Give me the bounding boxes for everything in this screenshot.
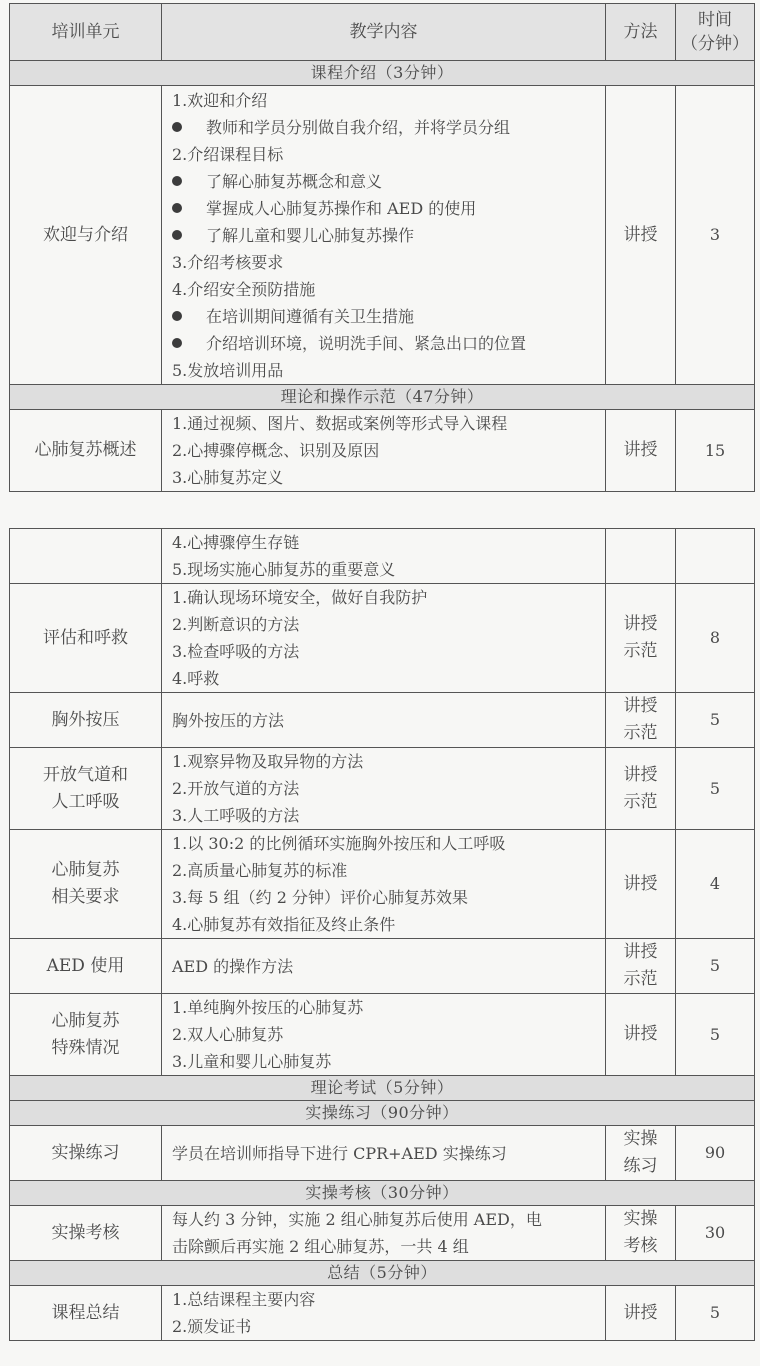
- bullet-icon: [172, 230, 182, 240]
- method-cell: 讲授: [606, 1286, 676, 1341]
- unit-cell: AED 使用: [10, 939, 162, 994]
- method-line: 实操: [623, 1209, 658, 1229]
- section-title-theory-demo: 理论和操作示范（47分钟）: [10, 385, 755, 410]
- bullet-icon: [172, 311, 182, 321]
- bullet-icon: [172, 338, 182, 348]
- section-row-intro: [10, 61, 755, 86]
- table-row-airway: [10, 748, 755, 830]
- method-cell: [606, 748, 676, 830]
- table-row-aed: [10, 939, 755, 994]
- method-cell: 讲授: [606, 86, 676, 385]
- table-row-requirements: [10, 830, 755, 939]
- header-time-line1: 时间: [698, 10, 732, 30]
- content-line: 掌握成人心肺复苏操作和 AED 的使用: [172, 195, 605, 222]
- content-line: 了解心肺复苏概念和意义: [172, 168, 605, 195]
- content-line: 4.心搏骤停生存链: [172, 533, 300, 552]
- method-cell: [606, 693, 676, 748]
- method-line: 示范: [623, 969, 658, 989]
- content-cell: [162, 1126, 606, 1181]
- section-title-practice: 实操练习（90分钟）: [10, 1101, 755, 1126]
- method-line: 示范: [623, 791, 658, 812]
- content-line: 1.单纯胸外按压的心肺复苏: [172, 998, 364, 1017]
- content-line: 教师和学员分别做自我介绍，并将学员分组: [172, 114, 605, 141]
- method-cell: [606, 584, 676, 693]
- content-line: 5.现场实施心肺复苏的重要意义: [172, 560, 396, 579]
- table-row-summary: [10, 1286, 755, 1341]
- table-row-compress: [10, 693, 755, 748]
- method-cell: [606, 1206, 676, 1261]
- table-row-assess: [10, 584, 755, 693]
- section-row-practice: [10, 1101, 755, 1126]
- content-line: 1.观察异物及取异物的方法: [172, 752, 364, 771]
- method-line: 实操: [623, 1129, 658, 1149]
- method-line: 示范: [623, 723, 658, 743]
- unit-cell: 实操练习: [10, 1126, 162, 1181]
- content-line: 1.通过视频、图片、数据或案例等形式导入课程: [172, 414, 508, 433]
- unit-line: 心肺复苏: [51, 860, 120, 880]
- time-cell: 5: [676, 1286, 755, 1341]
- unit-cell-empty: [10, 529, 162, 584]
- content-line: 了解儿童和婴儿心肺复苏操作: [172, 222, 605, 249]
- section-title-summary: 总结（5分钟）: [10, 1261, 755, 1286]
- content-cell: [162, 529, 606, 584]
- method-cell: 讲授: [606, 410, 676, 492]
- content-line: 1.以 30:2 的比例循环实施胸外按压和人工呼吸: [172, 834, 506, 853]
- section-title-practice-exam: 实操考核（30分钟）: [10, 1181, 755, 1206]
- content-line: 2.介绍课程目标: [172, 144, 284, 164]
- content-line: 2.判断意识的方法: [172, 615, 300, 634]
- content-line: 3.介绍考核要求: [172, 252, 284, 272]
- content-line: 2.心搏骤停概念、识别及原因: [172, 441, 380, 460]
- time-cell: 8: [676, 584, 755, 693]
- method-line: 讲授: [623, 942, 658, 962]
- content-line: 学员在培训师指导下进行 CPR+AED 实操练习: [172, 1143, 507, 1163]
- content-line: 3.儿童和婴儿心肺复苏: [172, 1052, 332, 1071]
- content-cell: [162, 584, 606, 693]
- content-line: 在培训期间遵循有关卫生措施: [172, 303, 605, 330]
- section-row-theory-demo: [10, 385, 755, 410]
- table-row-exam: [10, 1206, 755, 1261]
- content-line: AED 的操作方法: [172, 956, 294, 976]
- table-header-row: [10, 4, 755, 61]
- content-cell: [162, 994, 606, 1076]
- header-time-line2: （分钟）: [681, 34, 749, 54]
- time-cell: 5: [676, 939, 755, 994]
- content-line: 每人约 3 分钟，实施 2 组心肺复苏后使用 AED，电: [172, 1210, 542, 1229]
- unit-line: 相关要求: [51, 887, 120, 907]
- unit-cell: 实操考核: [10, 1206, 162, 1261]
- method-line: 示范: [623, 641, 658, 661]
- unit-cell: [10, 748, 162, 830]
- time-cell: 5: [676, 994, 755, 1076]
- unit-cell: [10, 830, 162, 939]
- method-cell: [606, 1126, 676, 1181]
- content-line: 2.开放气道的方法: [172, 779, 300, 798]
- header-content: 教学内容: [162, 4, 606, 61]
- method-line: 讲授: [623, 696, 658, 716]
- content-cell: [162, 830, 606, 939]
- content-line: 2.双人心肺复苏: [172, 1025, 284, 1044]
- content-line: 1.欢迎和介绍: [172, 90, 268, 110]
- method-cell: [606, 939, 676, 994]
- table-row-welcome: [10, 86, 755, 385]
- method-line: 讲授: [623, 614, 658, 634]
- method-cell: 讲授: [606, 830, 676, 939]
- bullet-icon: [172, 176, 182, 186]
- header-unit: 培训单元: [10, 4, 162, 61]
- method-line: 讲授: [623, 764, 658, 785]
- table-row-practice: [10, 1126, 755, 1181]
- content-line: 1.确认现场环境安全，做好自我防护: [172, 588, 428, 607]
- content-line: 介绍培训环境，说明洗手间、紧急出口的位置: [172, 330, 605, 357]
- content-line: 3.检查呼吸的方法: [172, 642, 300, 661]
- time-cell: 5: [676, 748, 755, 830]
- content-line: 4.介绍安全预防措施: [172, 279, 316, 299]
- content-line: 3.人工呼吸的方法: [172, 806, 300, 825]
- content-cell: [162, 939, 606, 994]
- content-cell: [162, 1206, 606, 1261]
- section-row-theory-exam: [10, 1076, 755, 1101]
- unit-line: 心肺复苏: [51, 1010, 120, 1031]
- content-line: 3.每 5 组（约 2 分钟）评价心肺复苏效果: [172, 888, 468, 907]
- time-cell: 90: [676, 1126, 755, 1181]
- header-time: [676, 4, 755, 61]
- content-line: 击除颤后再实施 2 组心肺复苏，一共 4 组: [172, 1237, 469, 1256]
- content-line: 4.呼救: [172, 669, 220, 688]
- time-cell: 4: [676, 830, 755, 939]
- unit-line: 人工呼吸: [51, 791, 120, 812]
- section-title-intro: 课程介绍（3分钟）: [10, 61, 755, 86]
- method-cell: 讲授: [606, 994, 676, 1076]
- method-line: 练习: [623, 1156, 658, 1176]
- unit-cell: 胸外按压: [10, 693, 162, 748]
- table-row-overview-continued: [10, 529, 755, 584]
- time-cell: 3: [676, 86, 755, 385]
- unit-cell: 心肺复苏概述: [10, 410, 162, 492]
- content-line: 2.高质量心肺复苏的标准: [172, 861, 348, 880]
- unit-line: 开放气道和: [43, 764, 128, 785]
- unit-cell: 课程总结: [10, 1286, 162, 1341]
- time-cell-empty: [676, 529, 755, 584]
- bullet-icon: [172, 203, 182, 213]
- page-break-gap: [0, 499, 760, 527]
- section-row-summary: [10, 1261, 755, 1286]
- content-line: 2.颁发证书: [172, 1317, 252, 1336]
- unit-cell: 欢迎与介绍: [10, 86, 162, 385]
- table-row-special: [10, 994, 755, 1076]
- time-cell: 30: [676, 1206, 755, 1261]
- content-cell: [162, 86, 606, 385]
- content-cell: [162, 693, 606, 748]
- content-line: 3.心肺复苏定义: [172, 468, 284, 487]
- content-line: 4.心肺复苏有效指征及终止条件: [172, 915, 396, 934]
- training-schedule-table-part-2: [9, 528, 755, 1341]
- method-line: 考核: [623, 1236, 658, 1256]
- content-line: 5.发放培训用品: [172, 360, 284, 380]
- content-line: 1.总结课程主要内容: [172, 1290, 316, 1309]
- content-line: 胸外按压的方法: [172, 710, 285, 730]
- method-cell-empty: [606, 529, 676, 584]
- content-cell: [162, 410, 606, 492]
- unit-cell: 评估和呼救: [10, 584, 162, 693]
- time-cell: 5: [676, 693, 755, 748]
- content-cell: [162, 1286, 606, 1341]
- section-title-theory-exam: 理论考试（5分钟）: [10, 1076, 755, 1101]
- header-method: 方法: [606, 4, 676, 61]
- section-row-practice-exam: [10, 1181, 755, 1206]
- time-cell: 15: [676, 410, 755, 492]
- training-schedule-table-part-1: [9, 3, 755, 492]
- unit-cell: [10, 994, 162, 1076]
- bullet-icon: [172, 122, 182, 132]
- content-cell: [162, 748, 606, 830]
- unit-line: 特殊情况: [51, 1037, 120, 1058]
- table-row-overview: [10, 410, 755, 492]
